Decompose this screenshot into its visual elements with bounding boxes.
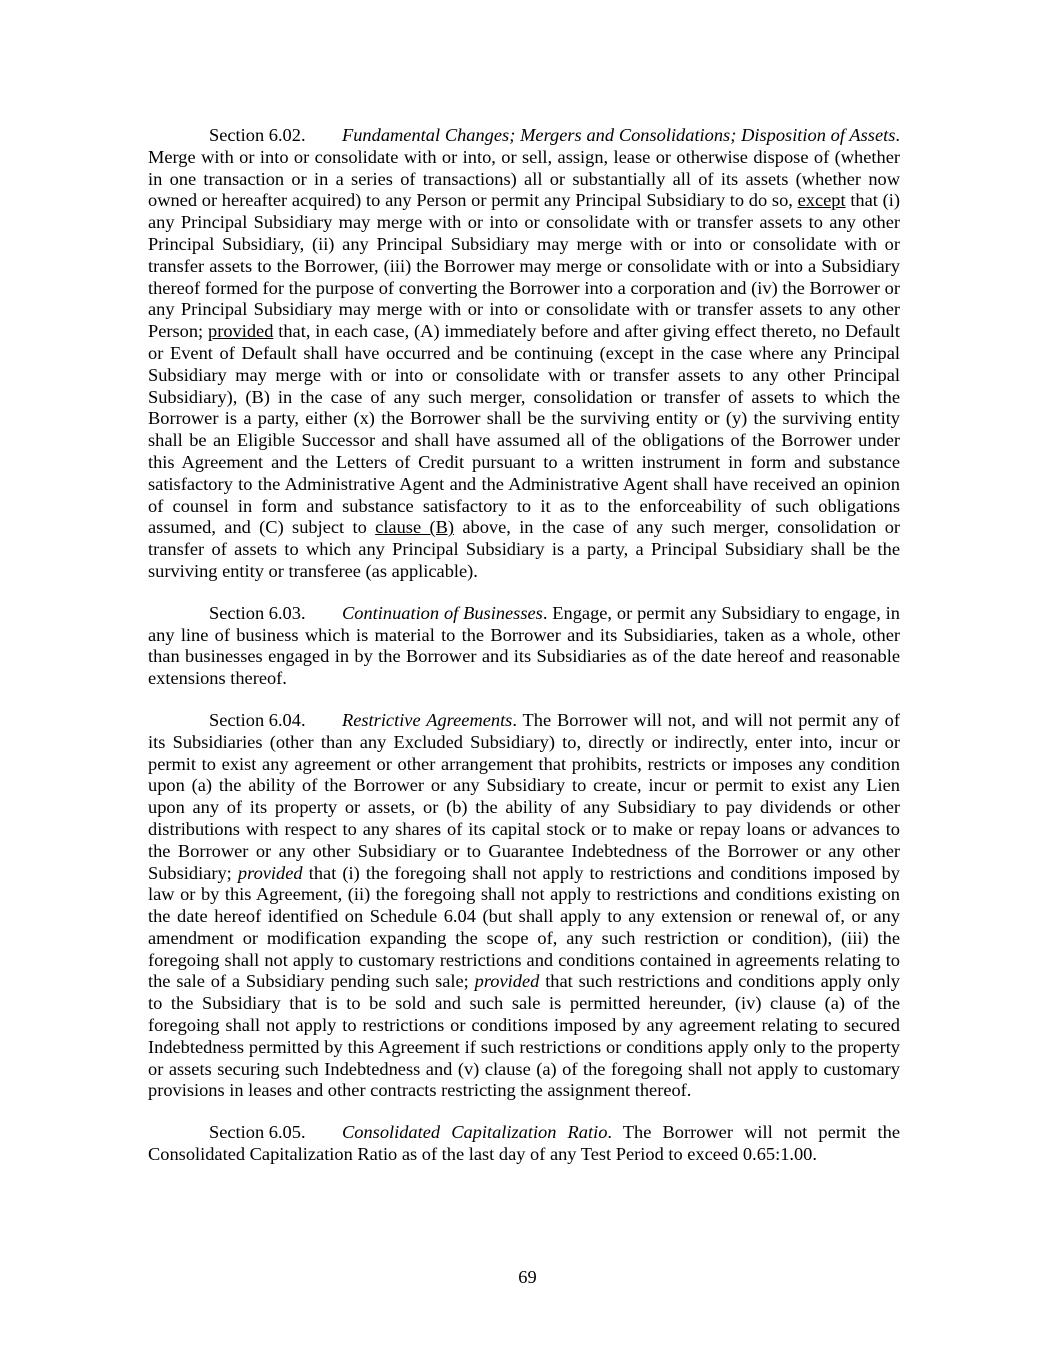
clause-reference: clause (B) [375,517,454,538]
section-text: . Merge with or into or consolidate with or into, or sell, assign, lease or otherwise dispose of (whether in one transaction or in a series of transactions) all or substantially all of its assets (whether now owned or hereafter acquired) to any Person or permit any Principal Subsidiary to do so, [148,125,900,211]
section-text: . Engage, or permit any Subsidiary to engage, in any line of business which is material to the Borrower and its Subsidiaries, taken as a whole, other than businesses engaged in by the Borrower and its Subsidiaries as of the date hereof and reasonable extensions thereof. [148,602,900,689]
section-text: that, in each case, (A) immediately before and after giving effect thereto, no Default or Event of Default shall have occurred and be continuing (except in the case where any Principal Subsidiary may merge with or into or consolidate with or transfer assets to any other Principal Subsidiary), (B) in the case of any such merger, consolidation or transfer of assets to which the Borrower is a party, either (x) the Borrower shall be the surviving entity or (y) the surviving entity shall be an Eligible Successor and shall have assumed all of the obligations of the Borrower under this Agreement and the Letters of Credit pursuant to a written instrument in form and substance satisfactory to the Administrative Agent and the Administrative Agent shall have received an opinion of counsel in form and substance satisfactory to it as to the enforceability of such obligations assumed, and (C) subject to [148,321,900,538]
section-number: Section 6.04. [209,709,306,730]
defined-term-except: except [797,190,846,211]
section-text: above, in the case of any such merger, consolidation or transfer of assets to which any Principal Subsidiary is a party, a Principal Subsidiary shall be the surviving entity or transferee (as applicable). [148,517,901,581]
document-page [148,125,900,1186]
defined-term-provided: provided [474,971,540,992]
section-6-05 [148,1122,900,1166]
page-number: 69 [518,1267,537,1287]
section-text: that (i) any Principal Subsidiary may merge with or into or consolidate with or transfer assets to any other Principal Subsidiary, (ii) any Principal Subsidiary may merge with or into or consolidate with or transfer assets to the Borrower, (iii) the Borrower may merge or consolidate with or into a Subsidiary thereof formed for the purpose of converting the Borrower into a corporation and (iv) the Borrower or any Principal Subsidiary may merge with or into or consolidate with or transfer assets to any other Person; [148,190,900,342]
section-text: . The Borrower will not, and will not permit any of its Subsidiaries (other than any Excluded Subsidiary) to, directly or indirectly, enter into, incur or permit to exist any agreement or other arrangement that prohibits, restricts or imposes any condition upon (a) the ability of the Borrower or any Subsidiary to create, incur or permit to exist any Lien upon any of its property or assets, or (b) the ability of any Subsidiary to pay dividends or other distributions with respect to any shares of its capital stock or to make or repay loans or advances to the Borrower or any other Subsidiary or to Guarantee Indebtedness of the Borrower or any other Subsidiary; [148,709,900,883]
section-title: Restrictive Agreements [342,709,513,730]
section-6-02 [148,125,900,583]
section-number: Section 6.05. [209,1122,306,1143]
section-title: Consolidated Capitalization Ratio [342,1122,608,1143]
section-text: . The Borrower will not permit the Consolidated Capitalization Ratio as of the last day of any Test Period to exceed 0.65:1.00. [148,1122,900,1165]
section-text: that (i) the foregoing shall not apply to restrictions and conditions imposed by law or by this Agreement, (ii) the foregoing shall not apply to restrictions and conditions existing on the date hereof identified on Schedule 6.04 (but shall apply to any extension or renewal of, or any amendment or modification expanding the scope of, any such restriction or condition), (iii) the foregoing shall not apply to customary restrictions and conditions contained in agreements relating to the sale of a Subsidiary pending such sale; [148,862,900,992]
section-text: that such restrictions and conditions apply only to the Subsidiary that is to be sold and such sale is permitted hereunder, (iv) clause (a) of the foregoing shall not apply to restrictions or conditions imposed by any agreement relating to secured Indebtedness permitted by this Agreement if such restrictions or conditions apply only to the property or assets securing such Indebtedness and (v) clause (a) of the foregoing shall not apply to customary provisions in leases and other contracts restricting the assignment thereof. [148,971,900,1101]
section-title: Fundamental Changes; Mergers and Consolidations; Disposition of Assets [342,125,896,145]
section-number: Section 6.02. [209,125,306,145]
section-number: Section 6.03. [209,602,306,623]
section-title: Continuation of Businesses [342,602,543,623]
defined-term-provided: provided [237,862,303,883]
section-6-04 [148,710,900,1102]
defined-term-provided: provided [208,321,274,342]
section-6-03 [148,603,900,690]
